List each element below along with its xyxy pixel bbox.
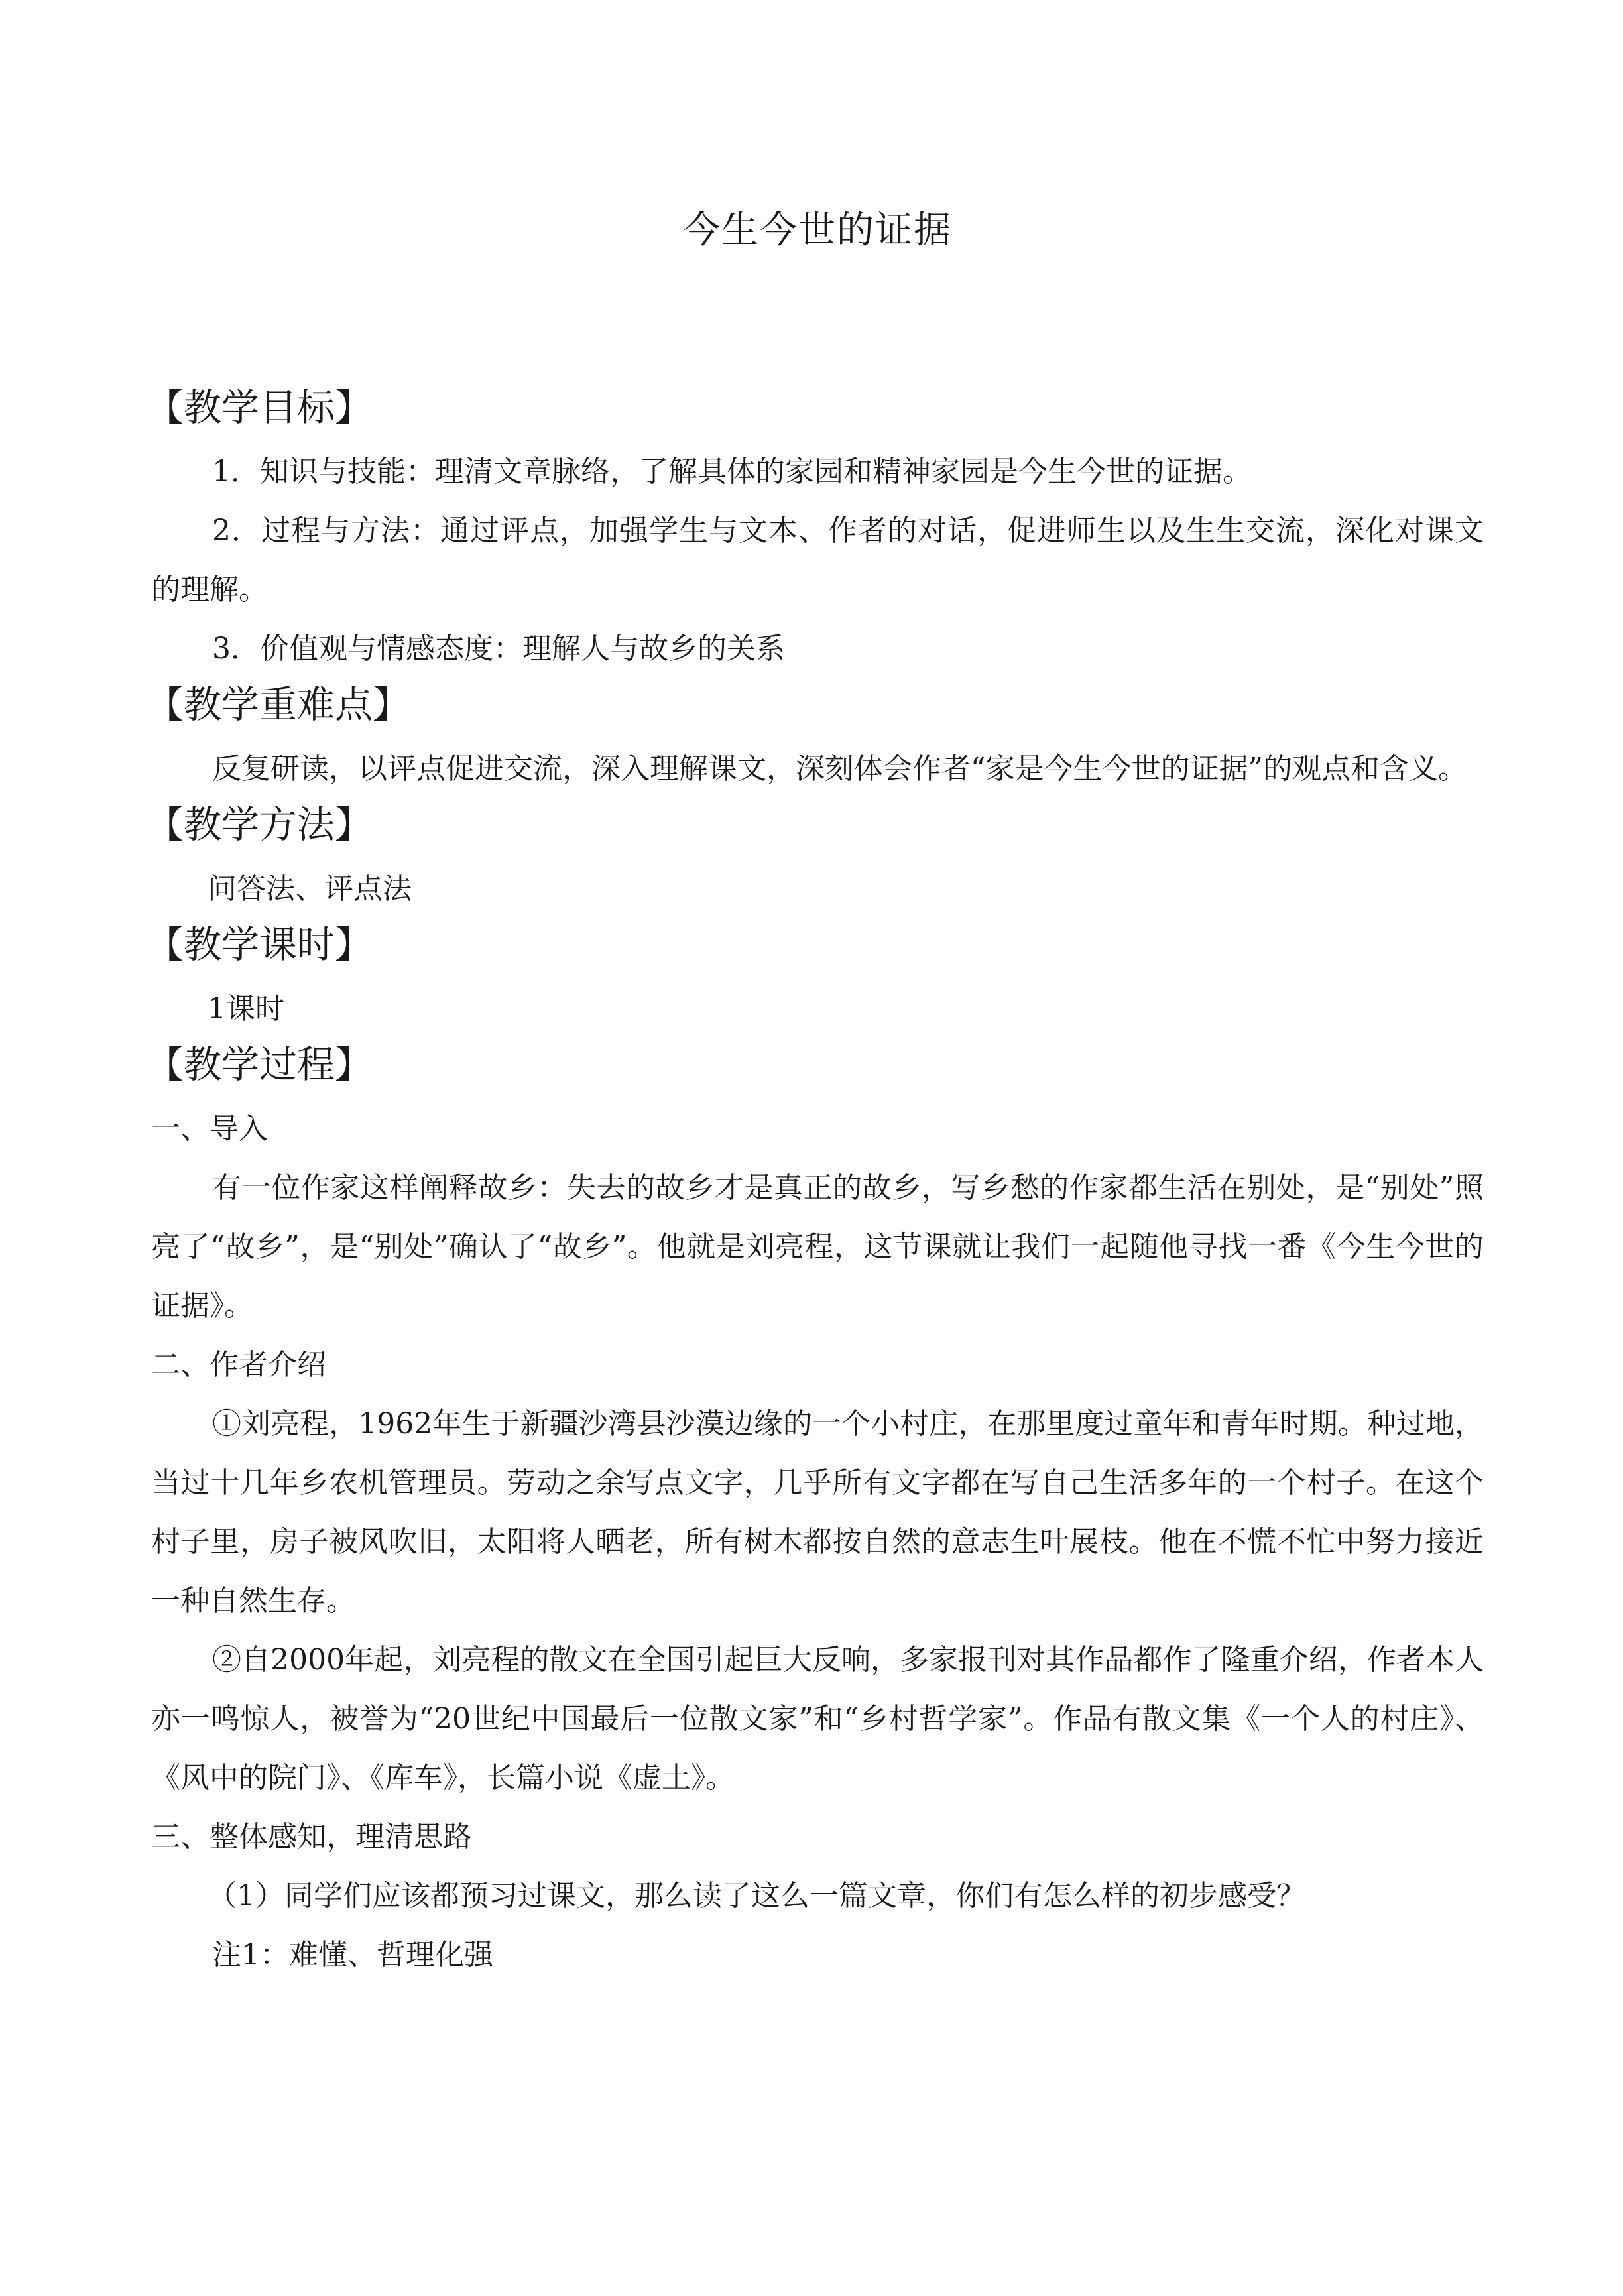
section-heading: 【教学过程】: [146, 1043, 373, 1087]
section-heading: 【教学目标】: [146, 386, 373, 430]
document-title: 今生今世的证据: [683, 209, 952, 252]
section-heading: 【教学课时】: [146, 923, 373, 967]
paragraph: 注1：难懂、哲理化强: [212, 1938, 493, 1972]
paragraph: 问答法、评点法: [208, 872, 412, 906]
subsection-heading: 二、作者介绍: [151, 1348, 326, 1382]
section-heading: 【教学重难点】: [146, 683, 410, 727]
paragraph: 1．知识与技能：理清文章脉络，了解具体的家园和精神家园是今生今世的证据。: [212, 455, 1252, 489]
paragraph: 3．价值观与情感态度：理解人与故乡的关系: [212, 632, 785, 666]
paragraph: 2．过程与方法：通过评点，加强学生与文本、作者的对话，促进师生以及生生交流，深化对课文的理解。: [151, 514, 1484, 607]
paragraph: 反复研读，以评点促进交流，深入理解课文，深刻体会作者“家是今生今世的证据”的观点和含义。: [212, 752, 1467, 786]
document-page: [146, 0, 1484, 2296]
subsection-heading: 一、导入: [151, 1112, 268, 1146]
paragraph: ②自2000年起，刘亮程的散文在全国引起巨大反响，多家报刊对其作品都作了隆重介绍，作者本人亦一鸣惊人，被誉为“20世纪中国最后一位散文家”和“乡村哲学家”。作品有散文集《一个人的村庄》、《风中的院门》、《库车》，长篇小说《虚土》。: [151, 1643, 1484, 1795]
subsection-heading: 三、整体感知，理清思路: [151, 1820, 472, 1854]
paragraph: 1课时: [208, 992, 284, 1026]
paragraph: 有一位作家这样阐释故乡：失去的故乡才是真正的故乡，写乡愁的作家都生活在别处，是“别处”照亮了“故乡”，是“别处”确认了“故乡”。他就是刘亮程，这节课就让我们一起随他寻找一番《今生今世的证据》。: [151, 1171, 1484, 1323]
section-heading: 【教学方法】: [146, 803, 373, 847]
paragraph: ①刘亮程，1962年生于新疆沙湾县沙漠边缘的一个小村庄，在那里度过童年和青年时期。种过地，当过十几年乡农机管理员。劳动之余写点文字，几乎所有文字都在写自己生活多年的一个村子。在这个村子里，房子被风吹旧，太阳将人晒老，所有树木都按自然的意志生叶展枝。他在不慌不忙中努力接近一种自然生存。: [151, 1407, 1484, 1618]
paragraph: （1）同学们应该都预习过课文，那么读了这么一篇文章，你们有怎么样的初步感受？: [208, 1879, 1305, 1913]
document-body: [146, 381, 1484, 1984]
